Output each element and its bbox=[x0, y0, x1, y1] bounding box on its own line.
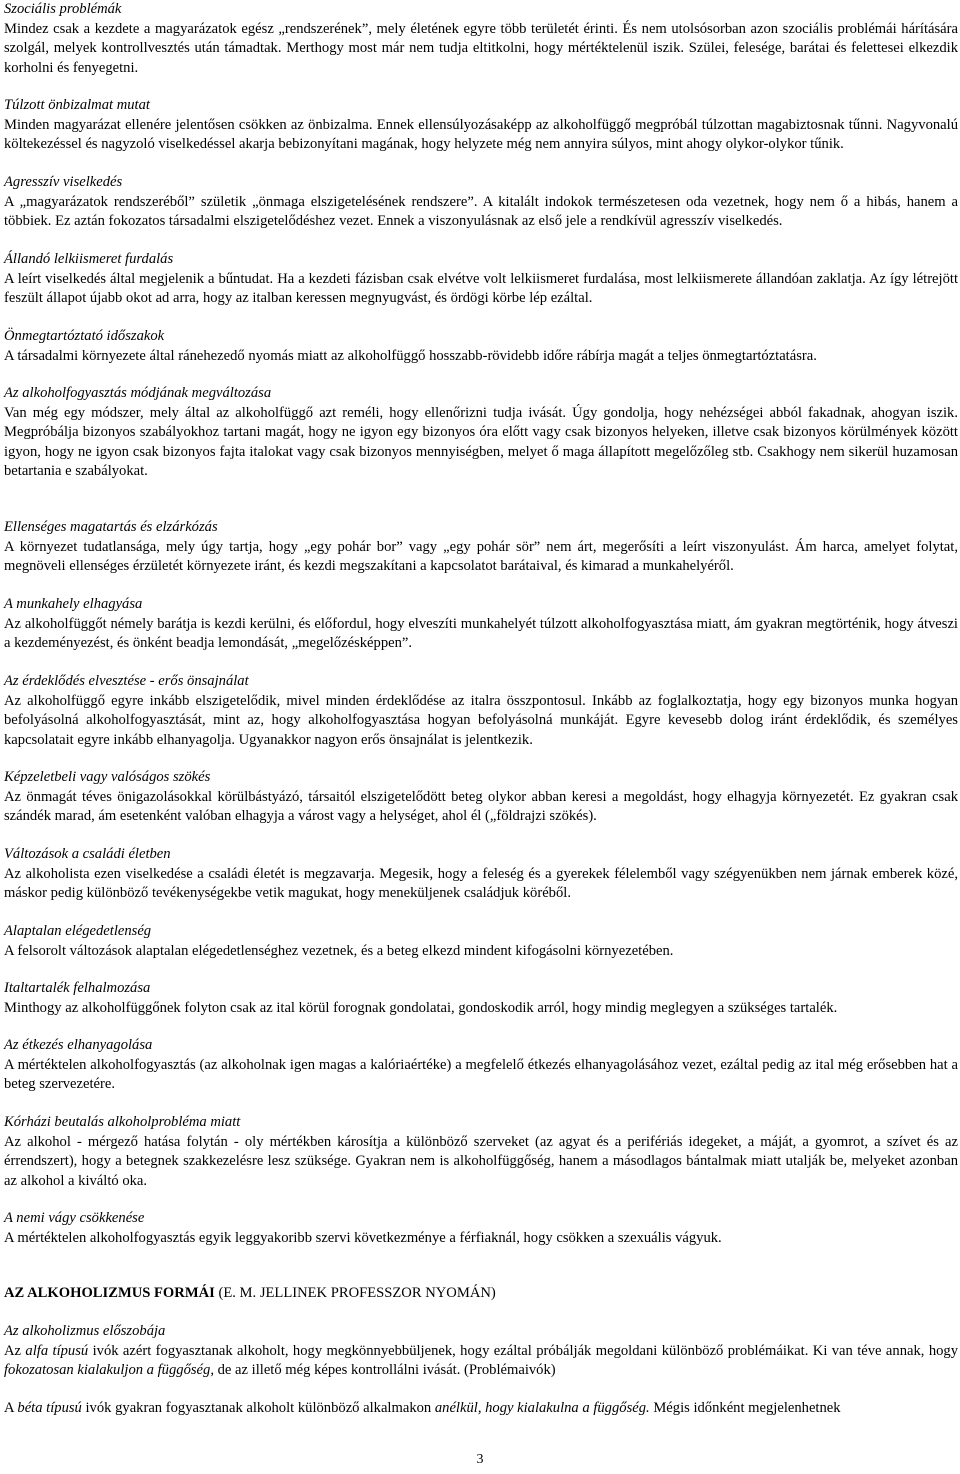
section-text: A társadalmi környezete által ránehezedő nyomás miatt az alkoholfüggő hosszabb-rövidebb időre rábírja magát a teljes önmegtartóztatásra. bbox=[4, 347, 817, 364]
section-eloszoba bbox=[4, 1322, 958, 1418]
section-text: Az önmagát téves önigazolásokkal körülbástyázó, társaitól elszigetelődött beteg olykor abban keresi a megoldást, hogy elhagyja környezetét. Ez gyakran csak szándék marad, ám esetenként valóban elhagyja a várost vagy a helységet, ahol él („földrajzi szökés). bbox=[4, 788, 958, 824]
text-run: ivók gyakran fogyasztanak alkoholt különböző alkalmakon bbox=[81, 1399, 435, 1416]
text-run: ivók azért fogyasztanak alkoholt, hogy megkönnyebbüljenek, hogy ezáltal próbálják megoldani különböző problémáikat. Ki van téve annak, hogy bbox=[88, 1342, 959, 1359]
main-heading bbox=[4, 1284, 958, 1304]
section-szocialis bbox=[4, 0, 958, 78]
section-lelkiismeret bbox=[4, 250, 958, 309]
main-heading-bold: AZ ALKOHOLIZMUS FORMÁI bbox=[4, 1285, 215, 1301]
section-text: A „magyarázatok rendszeréből” születik „önmaga elszigetelésének rendszere”. A kitalált indokok természetesen oda vezetnek, hogy nem ő a hibás, hanem a többiek. Ez aztán fokozatos társadalmi elszigetelődéshez vezet. Ennek a viszonyulásnak az első jele a rendkívül agresszív viselkedés. bbox=[4, 193, 958, 229]
section-text: Minden magyarázat ellenére jelentősen csökken az önbizalma. Ennek ellensúlyozásaképp az alkoholfüggő megpróbál túlzottan magabiztosnak tűnni. Nagyvonalú költekezéssel és nagyzoló viselkedéssel akarja bebizonyítani magának, hogy helyzete még nem annyira súlyos, mint ahogy olykor-olykor tűnik. bbox=[4, 116, 958, 152]
section-heading: Kórházi beutalás alkoholprobléma miatt bbox=[4, 1114, 241, 1130]
section-heading: Alaptalan elégedetlenség bbox=[4, 923, 152, 939]
section-heading: Agresszív viselkedés bbox=[4, 174, 123, 190]
text-run: A bbox=[4, 1399, 18, 1416]
section-text: Az alkoholfüggő egyre inkább elszigetelődik, mivel minden érdeklődése az italra összpontosul. Inkább az foglalkoztatja, hogy egy bizonyos munka hogyan befolyásolná alkoholfogyasztását, mint az, hogy alkoholfogyasztása hogyan befolyásolná munkáját. Egyre kevesebb dolog iránt érdeklődik, és személyes kapcsolatait egyre inkább elhanyagolja. Ugyanakkor nagyon erős önsajnálat is jelentkezik. bbox=[4, 692, 958, 748]
section-etkezes bbox=[4, 1036, 958, 1095]
text-run: Mégis időnként megjelenhetnek bbox=[649, 1399, 841, 1416]
section-text: Mindez csak a kezdete a magyarázatok egész „rendszerének”, mely életének egyre több területét érinti. És nem utolsósorban azon szociális problémái hárítására szolgál, melyek kontrollvesztés után támadtak. Merthogy most már nem tudja eltitkolni, hogy mértéktelenül iszik. Szülei, felesége, barátai és felettesei elkezdik korholni és fenyegetni. bbox=[4, 20, 958, 76]
section-nemi-vagy bbox=[4, 1209, 958, 1248]
section-ellenseges bbox=[4, 518, 958, 577]
emphasis-anelkul: anélkül, hogy kialakulna a függőség. bbox=[434, 1399, 650, 1416]
page-number: 3 bbox=[476, 1452, 484, 1467]
main-heading-rest: (E. M. JELLINEK PROFESSZOR NYOMÁN) bbox=[214, 1285, 496, 1301]
section-korhazi bbox=[4, 1113, 958, 1191]
section-text: Minthogy az alkoholfüggőnek folyton csak az ital körül forognak gondolatai, gondoskodik arról, hogy mindig meglegyen a szükséges tartalék. bbox=[4, 999, 838, 1016]
section-heading: Italtartalék felhalmozása bbox=[4, 980, 151, 996]
section-elegedetlenseg bbox=[4, 922, 958, 961]
alfa-paragraph bbox=[4, 1342, 958, 1381]
section-erdeklodes bbox=[4, 672, 958, 750]
section-heading: Képzeletbeli vagy valóságos szökés bbox=[4, 769, 211, 785]
section-text: A környezet tudatlansága, mely úgy tartja, hogy „egy pohár bor” vagy „egy pohár sör” nem árt, megerősíti a leírt viszonyulást. Ám harca, amelyet folytat, megnöveli ellenséges érzületét környezete iránt, és kezdi megszakítani a kapcsolatot barátaival, és kimarad a munkahelyéről. bbox=[4, 538, 958, 574]
section-heading: Szociális problémák bbox=[4, 1, 122, 17]
section-agressziv bbox=[4, 173, 958, 232]
section-heading: Állandó lelkiismeret furdalás bbox=[4, 251, 174, 267]
section-text: Az alkoholfüggőt némely barátja is kezdi kerülni, és előfordul, hogy elveszíti munkahelyét túlzott alkoholfogyasztása miatt, ám gyakran megtörténik, hogy átveszi a kezdeményezést, és önként beadja lemondását, „megelőzésképpen”. bbox=[4, 615, 958, 651]
section-munkahely bbox=[4, 595, 958, 654]
section-text: A mértéktelen alkoholfogyasztás egyik leggyakoribb szervi következménye a férfiaknál, hogy csökken a szexuális vágyuk. bbox=[4, 1229, 722, 1246]
section-text: A leírt viselkedés által megjelenik a bűntudat. Ha a kezdeti fázisban csak elvétve volt lelkiismeret furdalása, most lelkiismerete állandóan zaklatja. Az így létrejött feszült állapot újabb okot ad arra, hogy az italban keressen megnyugvást, és ördögi körbe lép ezáltal. bbox=[4, 270, 958, 306]
section-italtartalek bbox=[4, 979, 958, 1018]
emphasis-fuggoseg: fokozatosan kialakuljon a függőség, bbox=[4, 1362, 214, 1378]
text-run: de az illető még képes kontrollálni ivását. (Problémaivók) bbox=[213, 1362, 556, 1378]
section-csaladi bbox=[4, 845, 958, 904]
section-heading: Az alkoholizmus előszobája bbox=[4, 1323, 166, 1339]
section-heading: Az alkoholfogyasztás módjának megváltozása bbox=[4, 385, 272, 401]
emphasis-alfa: alfa típusú bbox=[25, 1342, 89, 1359]
section-text: Az alkoholista ezen viselkedése a családi életét is megzavarja. Megesik, hogy a feleség és a gyerekek félelemből vagy szégyenükben nem járnak emberek közé, máskor pedig különböző tevékenységekbe vetik magukat, hogy meneküljenek családjuk köréből. bbox=[4, 865, 958, 901]
emphasis-beta: béta típusú bbox=[17, 1399, 82, 1416]
section-heading: Túlzott önbizalmat mutat bbox=[4, 97, 150, 113]
beta-paragraph bbox=[4, 1399, 958, 1419]
text-run: Az bbox=[4, 1342, 26, 1359]
section-text: Van még egy módszer, mely által az alkoholfüggő azt reméli, hogy ellenőrizni tudja ivását. Úgy gondolja, hogy nehézségei abból fakadnak, ahogyan iszik. Megpróbálja bizonyos szabályokhoz tartani magát, hogy ne igyon egy bizonyos óra előtt vagy csak bizonyos helyeken, illetve csak bizonyos körülmények között igyon, hogy ne igyon csak bizonyos fajta italokat vagy csak bizonyos mennyiségben, melyet ő maga állapított megelőzőleg stb. Csakhogy nem sikerül huzamosan betartania e szabályokat. bbox=[4, 404, 958, 479]
section-onmegtartoztato bbox=[4, 327, 958, 366]
section-heading: A nemi vágy csökkenése bbox=[4, 1210, 145, 1226]
section-heading: A munkahely elhagyása bbox=[4, 596, 143, 612]
section-text: A mértéktelen alkoholfogyasztás (az alkoholnak igen magas a kalóriaértéke) a megfelelő étkezés elhanyagolásához vezet, ezáltal pedig az ital még erősebben hat a beteg szervezetére. bbox=[4, 1056, 958, 1092]
section-text: Az alkohol - mérgező hatása folytán - oly mértékben károsítja a különböző szerveket (az agyat és a perifériás idegeket, a máját, a gyomrot, a szívet és az érrendszert), hogy a betegnek szakkezelésre lesz szüksége. Gyakran nem is alkoholfüggőség, hanem a másodlagos bántalmak miatt utalják be, melyeket azonban az alkohol a kiváltó oka. bbox=[4, 1133, 958, 1189]
section-heading: Az étkezés elhanyagolása bbox=[4, 1037, 153, 1053]
section-heading: Önmegtartóztató időszakok bbox=[4, 328, 165, 344]
section-heading: Változások a családi életben bbox=[4, 846, 171, 862]
section-heading: Ellenséges magatartás és elzárkózás bbox=[4, 519, 218, 535]
section-tulzott bbox=[4, 96, 958, 155]
section-fogyasztas-modja bbox=[4, 384, 958, 482]
section-heading: Az érdeklődés elvesztése - erős önsajnálat bbox=[4, 673, 249, 689]
section-szokes bbox=[4, 768, 958, 827]
section-text: A felsorolt változások alaptalan elégedetlenséghez vezetnek, és a beteg elkezd mindent kifogásolni környezetében. bbox=[4, 942, 674, 959]
